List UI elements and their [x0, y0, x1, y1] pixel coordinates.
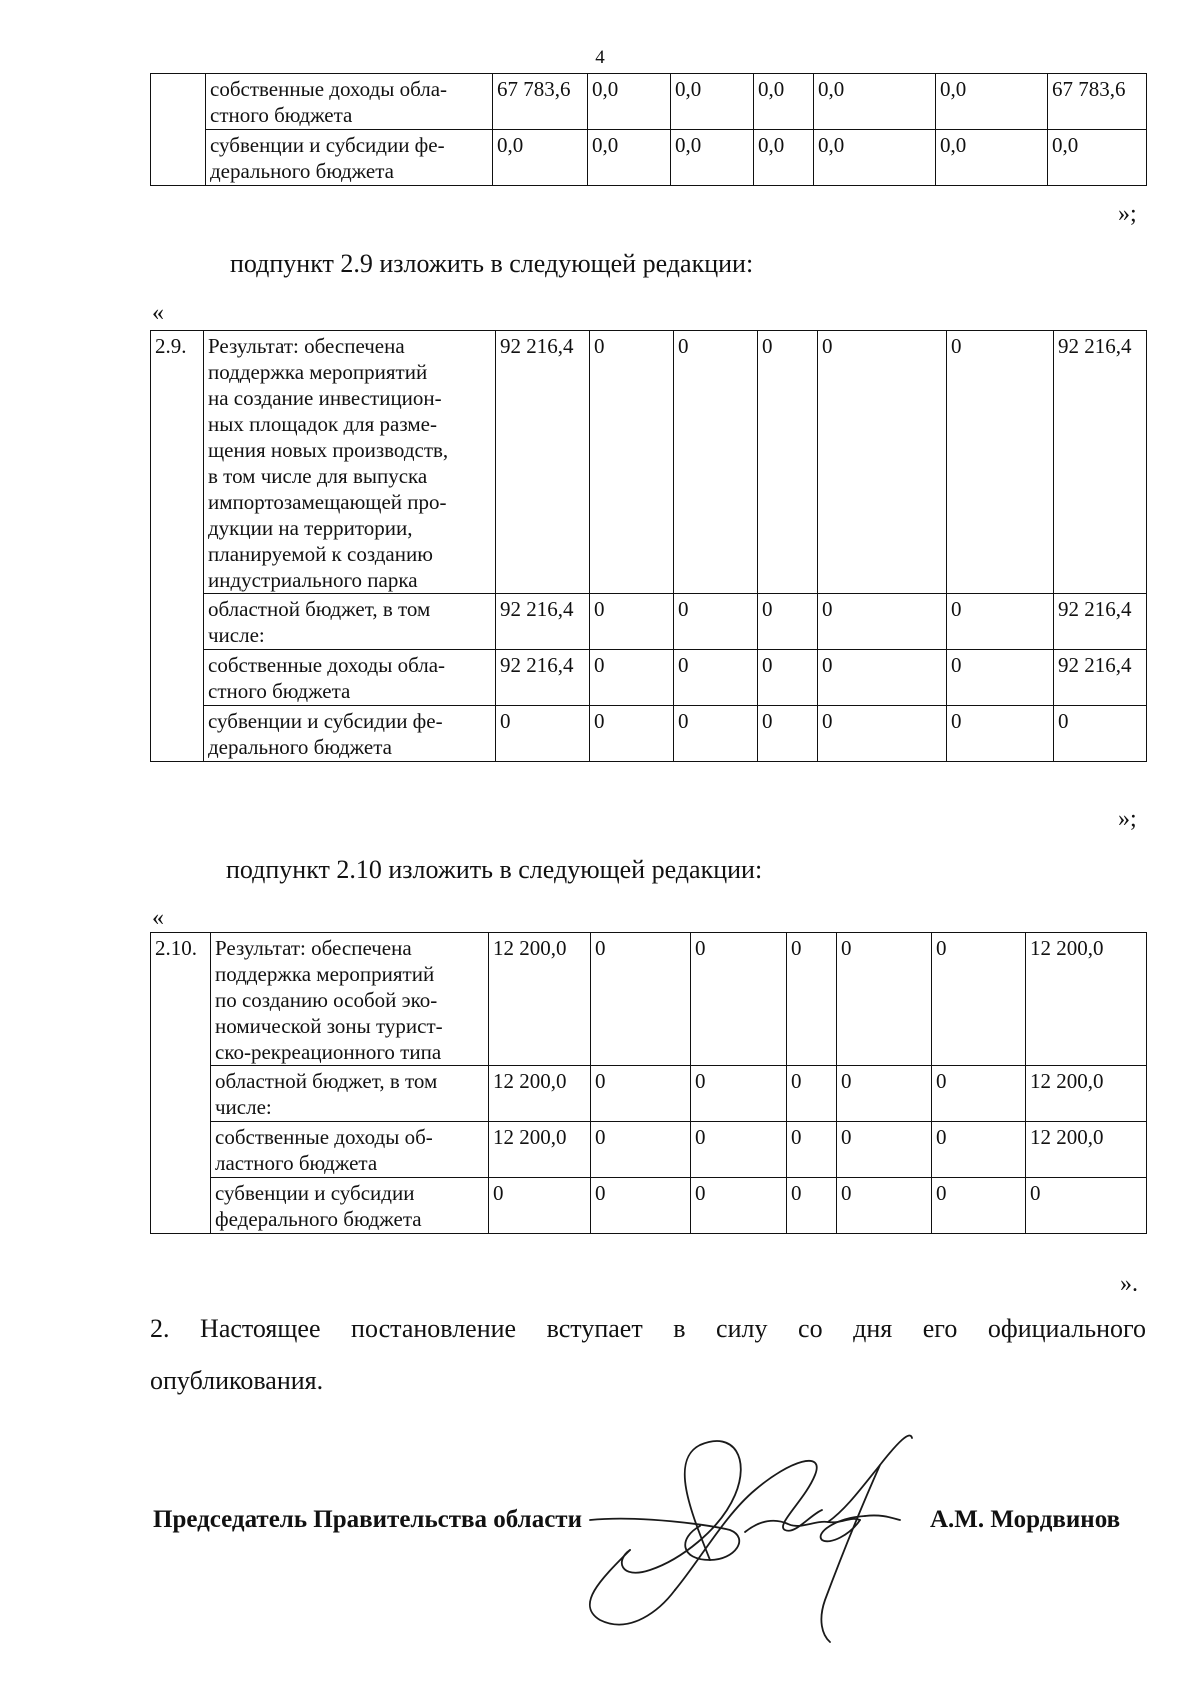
- value-cell: 0: [674, 650, 758, 706]
- value-cell: 0: [674, 594, 758, 650]
- value-cell: 0,0: [1048, 130, 1147, 186]
- value-cell: 0: [947, 650, 1054, 706]
- value-cell: 92 216,4: [496, 650, 590, 706]
- row-label: собственные доходы об- ластного бюджета: [211, 1122, 489, 1178]
- value-cell: 0,0: [671, 74, 754, 130]
- value-cell: 0: [837, 1178, 932, 1234]
- value-cell: 0: [837, 1066, 932, 1122]
- value-cell: 0: [947, 331, 1054, 594]
- close-quote-1: »;: [1118, 201, 1137, 227]
- value-cell: 0: [758, 331, 818, 594]
- value-cell: 0: [787, 933, 837, 1066]
- table-2-10: [150, 932, 1147, 1234]
- value-cell: 0,0: [754, 74, 814, 130]
- value-cell: 0: [496, 706, 590, 762]
- value-cell: 0,0: [754, 130, 814, 186]
- value-cell: 0: [691, 1178, 787, 1234]
- value-cell: 0: [674, 331, 758, 594]
- close-quote-2-10: ».: [1120, 1271, 1138, 1297]
- table-row: [151, 1178, 1147, 1234]
- value-cell: 0: [758, 650, 818, 706]
- value-cell: 0: [489, 1178, 591, 1234]
- value-cell: 0: [787, 1178, 837, 1234]
- value-cell: 0: [691, 1122, 787, 1178]
- value-cell: 0: [1054, 706, 1147, 762]
- table-row: [151, 331, 1147, 594]
- open-quote-2-10: «: [152, 905, 164, 931]
- value-cell: 92 216,4: [496, 594, 590, 650]
- value-cell: 12 200,0: [1026, 1122, 1147, 1178]
- signatory-name: А.М. Мордвинов: [930, 1506, 1121, 1533]
- value-cell: 0,0: [814, 74, 936, 130]
- table-row: [151, 130, 1147, 186]
- value-cell: 0: [591, 1122, 691, 1178]
- value-cell: 12 200,0: [489, 933, 591, 1066]
- value-cell: 0,0: [588, 130, 671, 186]
- value-cell: 0: [591, 1066, 691, 1122]
- value-cell: 0: [691, 1066, 787, 1122]
- row-label: субвенции и субсидии федерального бюджета: [211, 1178, 489, 1234]
- value-cell: 0: [837, 933, 932, 1066]
- table-row: [151, 1122, 1147, 1178]
- row-number: 2.10.: [151, 933, 211, 1234]
- value-cell: 0: [932, 933, 1026, 1066]
- row-label: Результат: обеспечена поддержка мероприятий по созданию особой эко- номической зоны турист- ско-рекреационного типа: [211, 933, 489, 1066]
- value-cell: 0: [932, 1066, 1026, 1122]
- table-continuation: [150, 73, 1147, 186]
- value-cell: 0: [591, 933, 691, 1066]
- table-row: [151, 706, 1147, 762]
- value-cell: 92 216,4: [1054, 594, 1147, 650]
- value-cell: 0: [758, 594, 818, 650]
- table-row: [151, 1066, 1147, 1122]
- value-cell: 0,0: [814, 130, 936, 186]
- value-cell: 0: [818, 594, 947, 650]
- value-cell: 0: [591, 1178, 691, 1234]
- value-cell: 0: [818, 650, 947, 706]
- value-cell: 0: [932, 1122, 1026, 1178]
- value-cell: 12 200,0: [489, 1122, 591, 1178]
- value-cell: 0: [674, 706, 758, 762]
- value-cell: 92 216,4: [1054, 650, 1147, 706]
- value-cell: 0,0: [588, 74, 671, 130]
- value-cell: 12 200,0: [1026, 933, 1147, 1066]
- handwritten-signature: [560, 1420, 980, 1650]
- value-cell: 0: [590, 650, 674, 706]
- row-label: Результат: обеспечена поддержка мероприятий на создание инвестицион- ных площадок для разме- щения новых производств, в том числе для выпуска импортозамещающей про- дукции на территории, планируемой к созданию индустриального парка: [204, 331, 496, 594]
- value-cell: 67 783,6: [1048, 74, 1147, 130]
- value-cell: 0: [758, 706, 818, 762]
- intro-2-9: подпункт 2.9 изложить в следующей редакции:: [230, 249, 754, 278]
- row-label: собственные доходы обла- стного бюджета: [204, 650, 496, 706]
- value-cell: 67 783,6: [493, 74, 588, 130]
- table-row: [151, 74, 1147, 130]
- page-number: 4: [595, 47, 605, 68]
- value-cell: 0: [787, 1066, 837, 1122]
- value-cell: 0: [691, 933, 787, 1066]
- value-cell: 0: [590, 331, 674, 594]
- value-cell: 92 216,4: [1054, 331, 1147, 594]
- value-cell: 12 200,0: [1026, 1066, 1147, 1122]
- value-cell: 0: [787, 1122, 837, 1178]
- value-cell: 0: [932, 1178, 1026, 1234]
- value-cell: 0,0: [493, 130, 588, 186]
- row-label: субвенции и субсидии фе- дерального бюджета: [206, 130, 493, 186]
- table-row: [151, 650, 1147, 706]
- row-number: [151, 74, 206, 186]
- value-cell: 0: [947, 706, 1054, 762]
- value-cell: 0: [590, 594, 674, 650]
- row-label: областной бюджет, в том числе:: [211, 1066, 489, 1122]
- value-cell: 12 200,0: [489, 1066, 591, 1122]
- close-quote-2-9: »;: [1118, 806, 1137, 832]
- signatory-position: Председатель Правительства области: [153, 1506, 582, 1533]
- value-cell: 0: [837, 1122, 932, 1178]
- table-2-9: [150, 330, 1147, 762]
- value-cell: 0,0: [671, 130, 754, 186]
- row-label: собственные доходы обла- стного бюджета: [206, 74, 493, 130]
- value-cell: 0: [590, 706, 674, 762]
- value-cell: 0,0: [936, 130, 1048, 186]
- value-cell: 0: [818, 706, 947, 762]
- paragraph-2-line1: 2. Настоящее постановление вступает в силу со дня его официального: [150, 1314, 1146, 1343]
- table-row: [151, 933, 1147, 1066]
- row-label: областной бюджет, в том числе:: [204, 594, 496, 650]
- value-cell: 0: [818, 331, 947, 594]
- value-cell: 0,0: [936, 74, 1048, 130]
- row-label: субвенции и субсидии фе- дерального бюджета: [204, 706, 496, 762]
- value-cell: 0: [1026, 1178, 1147, 1234]
- intro-2-10: подпункт 2.10 изложить в следующей редакции:: [226, 855, 763, 884]
- paragraph-2-line2: опубликования.: [150, 1366, 324, 1395]
- value-cell: 0: [947, 594, 1054, 650]
- row-number: 2.9.: [151, 331, 204, 762]
- open-quote-2-9: «: [152, 300, 164, 326]
- table-row: [151, 594, 1147, 650]
- value-cell: 92 216,4: [496, 331, 590, 594]
